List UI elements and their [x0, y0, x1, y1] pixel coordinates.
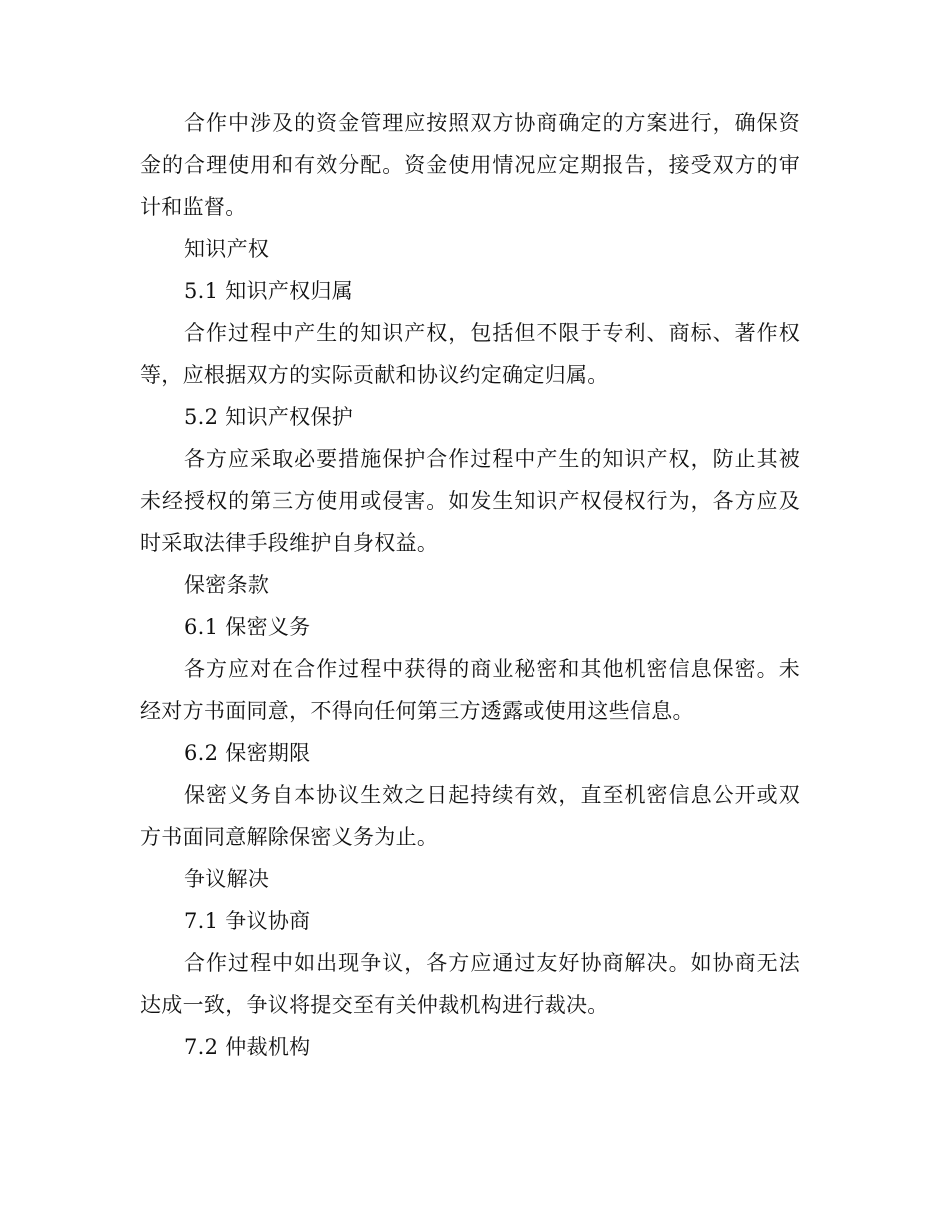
- paragraph-dispute-negotiation: 合作过程中如出现争议，各方应通过友好协商解决。如协商无法达成一致，争议将提交至有关仲裁机构进行裁决。: [140, 951, 800, 1017]
- section-heading-confidentiality: 保密条款: [184, 573, 270, 597]
- subsection-heading-ip-ownership: 5.1 知识产权归属: [184, 279, 354, 303]
- document-body: [140, 102, 800, 1068]
- paragraph-ip-protection: 各方应采取必要措施保护合作过程中产生的知识产权，防止其被未经授权的第三方使用或侵害。如发生知识产权侵权行为，各方应及时采取法律手段维护自身权益。: [140, 447, 800, 555]
- subsection-heading-dispute-negotiation: 7.1 争议协商: [184, 909, 311, 933]
- paragraph-confidentiality-period: 保密义务自本协议生效之日起持续有效，直至机密信息公开或双方书面同意解除保密义务为止。: [140, 783, 800, 849]
- section-heading-intellectual-property: 知识产权: [184, 237, 270, 261]
- subsection-heading-ip-protection: 5.2 知识产权保护: [184, 405, 354, 429]
- paragraph-fund-management: 合作中涉及的资金管理应按照双方协商确定的方案进行，确保资金的合理使用和有效分配。资金使用情况应定期报告，接受双方的审计和监督。: [140, 111, 800, 219]
- paragraph-ip-ownership: 合作过程中产生的知识产权，包括但不限于专利、商标、著作权等，应根据双方的实际贡献和协议约定确定归属。: [140, 321, 800, 387]
- subsection-heading-arbitration-body: 7.2 仲裁机构: [184, 1035, 311, 1059]
- paragraph-confidentiality-obligation: 各方应对在合作过程中获得的商业秘密和其他机密信息保密。未经对方书面同意，不得向任何第三方透露或使用这些信息。: [140, 657, 800, 723]
- subsection-heading-confidentiality-obligation: 6.1 保密义务: [184, 615, 311, 639]
- subsection-heading-confidentiality-period: 6.2 保密期限: [184, 741, 311, 765]
- section-heading-dispute-resolution: 争议解决: [184, 867, 270, 891]
